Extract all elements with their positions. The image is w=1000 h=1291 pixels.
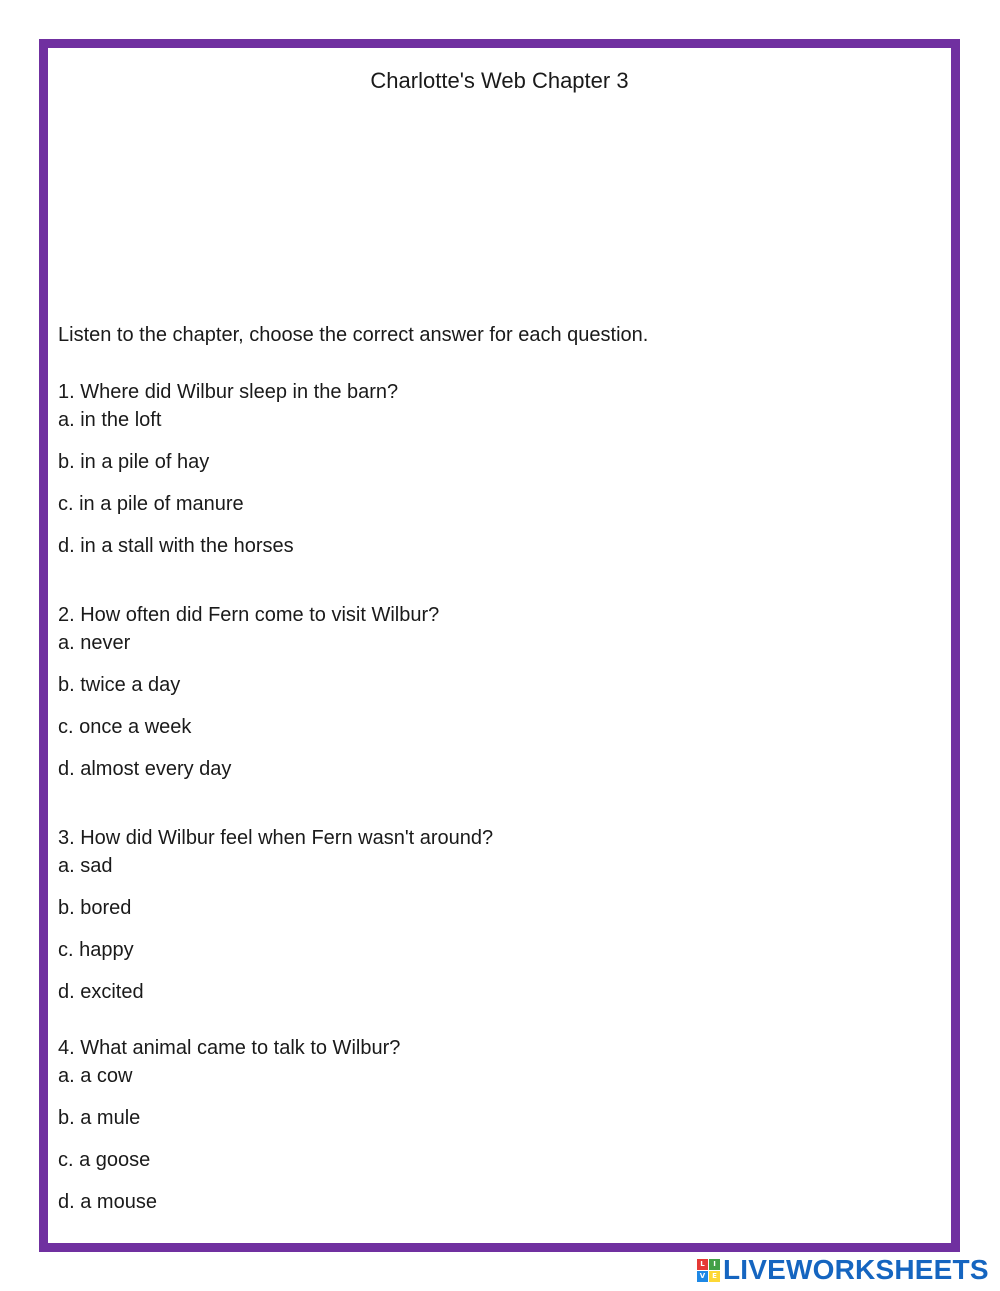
answer-option-d[interactable]: d. almost every day: [58, 758, 232, 780]
logo-block: E: [709, 1271, 720, 1282]
logo-block: L: [697, 1259, 708, 1270]
question-4: [58, 1034, 938, 1230]
logo-block: V: [697, 1271, 708, 1282]
answer-option-b[interactable]: b. twice a day: [58, 674, 181, 696]
answer-option-a[interactable]: a. never: [58, 632, 131, 654]
answer-option-a[interactable]: a. in the loft: [58, 409, 162, 431]
question-text: 3. How did Wilbur feel when Fern wasn't around?: [58, 827, 494, 849]
answer-option-a[interactable]: a. a cow: [58, 1065, 133, 1087]
answer-option-b[interactable]: b. bored: [58, 897, 132, 919]
question-text: 4. What animal came to talk to Wilbur?: [58, 1037, 401, 1059]
answer-option-d[interactable]: d. in a stall with the horses: [58, 535, 294, 557]
logo-icon: [697, 1259, 720, 1282]
answer-option-c[interactable]: c. happy: [58, 939, 134, 961]
question-text: 2. How often did Fern come to visit Wilbur?: [58, 604, 440, 626]
brand-name: LIVEWORKSHEETS: [723, 1254, 989, 1285]
question-2: [58, 601, 938, 797]
answer-option-a[interactable]: a. sad: [58, 855, 113, 877]
answer-option-d[interactable]: d. a mouse: [58, 1191, 157, 1213]
answer-option-c[interactable]: c. in a pile of manure: [58, 493, 244, 515]
worksheet-frame: [39, 39, 960, 1252]
worksheet-title: Charlotte's Web Chapter 3: [370, 68, 629, 93]
answer-option-b[interactable]: b. in a pile of hay: [58, 451, 210, 473]
liveworksheets-logo[interactable]: [697, 1255, 989, 1285]
answer-option-b[interactable]: b. a mule: [58, 1107, 141, 1129]
instructions: Listen to the chapter, choose the correct answer for each question.: [58, 324, 649, 346]
answer-option-c[interactable]: c. a goose: [58, 1149, 151, 1171]
answer-option-d[interactable]: d. excited: [58, 981, 144, 1003]
question-1: [58, 378, 938, 574]
answer-option-c[interactable]: c. once a week: [58, 716, 192, 738]
question-3: [58, 824, 938, 1020]
logo-block: I: [709, 1259, 720, 1270]
question-text: 1. Where did Wilbur sleep in the barn?: [58, 381, 399, 403]
